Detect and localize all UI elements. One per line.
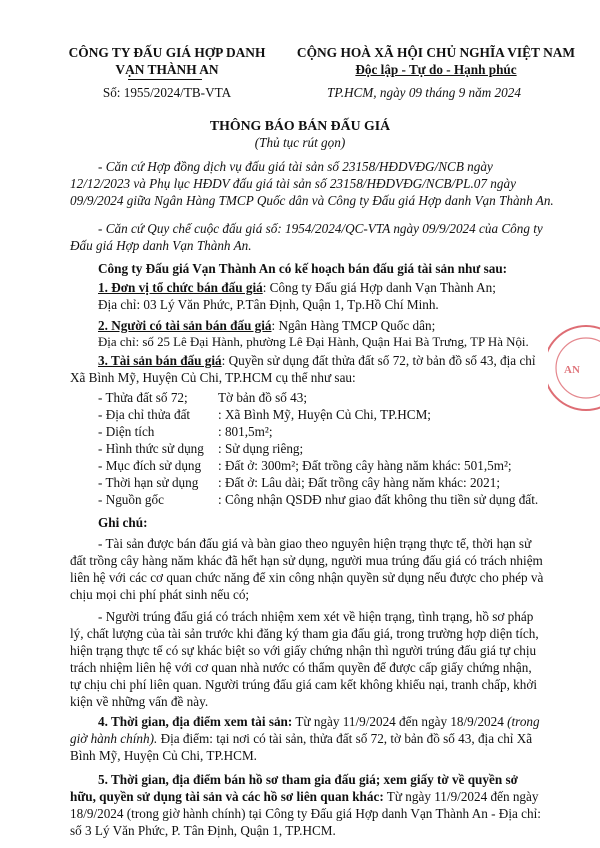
asset-row-value: : 801,5m²; <box>218 424 273 439</box>
intro-text: Công ty Đấu giá Vạn Thành An có kế hoạch bán đấu giá tài sản như sau: <box>98 261 508 276</box>
asset-row-value: : Công nhận QSDĐ như giao đất không thu tiền sử dụng đất. <box>218 492 539 507</box>
company-name-line2: VẠN THÀNH AN <box>115 62 219 77</box>
note-1-line: đất trồng cây hàng năm khác đã hết hạn sử dụng, người mua trúng đấu giá có trách nhiệm <box>70 553 543 568</box>
section-4-line3: Bình Mỹ, Huyện Củ Chi, TP.HCM. <box>70 748 257 763</box>
asset-row-key: - Diện tích <box>98 424 155 439</box>
note-1-line: - Tài sản được bán đấu giá và bàn giao theo nguyên hiện trạng thực tế, thời hạn sử <box>98 536 532 551</box>
document-number: Số: 1955/2024/TB-VTA <box>102 85 232 100</box>
notice-title: THÔNG BÁO BÁN ĐẤU GIÁ <box>209 118 391 133</box>
seal-text: AN <box>564 364 580 376</box>
section-5-line4: số 3 Lý Văn Phức, P. Tân Định, Quận 1, TP.HCM. <box>70 823 336 838</box>
section-3-line2: Xã Bình Mỹ, Huyện Củ Chi, TP.HCM cụ thể như sau: <box>70 370 356 385</box>
section-5-line1: 5. Thời gian, địa điểm bán hồ sơ tham gia đấu giá; xem giấy tờ về quyền sở <box>98 772 518 787</box>
asset-row-key: - Nguồn gốc <box>98 492 164 507</box>
section-5-line2: hữu, quyền sử dụng tài sản và các hồ sơ liên quan khác: Từ ngày 11/9/2024 đến ngày <box>70 789 539 804</box>
nation-motto: Độc lập - Tự do - Hạnh phúc <box>355 62 517 77</box>
company-seal <box>548 318 600 418</box>
section-2: 2. Người có tài sản bán đấu giá: Ngân Hàng TMCP Quốc dân; <box>98 318 436 333</box>
asset-row-value: : Xã Bình Mỹ, Huyện Củ Chi, TP.HCM; <box>218 407 431 422</box>
asset-row-value: : Sử dụng riêng; <box>218 441 304 456</box>
company-name-line1: CÔNG TY ĐẤU GIÁ HỢP DANH <box>68 45 266 60</box>
note-1-line: liên hệ với các cơ quan chức năng để xin công nhận quyền sử dụng nếu được cho phép và <box>70 570 544 585</box>
basis-1-line3: 09/9/2024 giữa Ngân Hàng TMCP Quốc dân và Công ty Đấu giá Hợp danh Vạn Thành An. <box>70 193 554 208</box>
note-2-line: trách nhiệm liên hệ với cơ quan nhà nước có thẩm quyền để được cấp giấy chứng nhận, <box>70 660 532 675</box>
note-2-line: kiện về những vấn đề này. <box>70 694 209 709</box>
section-5-line3: 18/9/2024 (trong giờ hành chính) tại Công ty Đấu giá Hợp danh Vạn Thành An - Địa chỉ: <box>70 806 541 821</box>
notice-subtitle: (Thủ tục rút gọn) <box>254 135 346 150</box>
section-4-line2: giờ hành chính). Địa điểm: tại nơi có tài sản, thửa đất số 72, tờ bản đồ số 43, địa chỉ Xã <box>70 731 533 746</box>
note-2-line: tự chịu chi phí liên quan. Người trúng đấu giá cam kết không khiếu nại, tranh chấp, khởi <box>70 677 537 692</box>
asset-row-key: - Địa chỉ thửa đất <box>98 407 191 422</box>
asset-row-key: - Hình thức sử dụng <box>98 441 204 456</box>
place-date: TP.HCM, ngày 09 tháng 9 năm 2024 <box>327 85 521 100</box>
note-1-line: chịu mọi chi phí phát sinh nếu có; <box>70 587 250 602</box>
company-underline <box>128 79 202 80</box>
note-2-line: hiện trạng thực tế có sự khác biệt so với giấy chứng nhận thì người trúng đấu giá tự chịu <box>70 643 537 658</box>
section-1-address: Địa chỉ: 03 Lý Văn Phức, P.Tân Định, Quận 1, Tp.Hồ Chí Minh. <box>98 297 439 312</box>
section-2-address: Địa chỉ: số 25 Lê Đại Hành, phường Lê Đại Hành, Quận Hai Bà Trưng, TP Hà Nội. <box>98 335 529 349</box>
note-2-line: - Người trúng đấu giá có trách nhiệm xem xét về hiện trạng, tình trạng, hồ sơ pháp <box>98 609 534 624</box>
section-3: 3. Tài sản bán đấu giá: Quyền sử dụng đất thửa đất số 72, tờ bản đồ số 43, địa chỉ <box>98 353 536 368</box>
asset-row-value: Tờ bản đồ số 43; <box>218 390 308 405</box>
section-1: 1. Đơn vị tổ chức bán đấu giá: Công ty Đấu giá Hợp danh Vạn Thành An; <box>98 280 496 295</box>
asset-row-value: : Đất ở: Lâu dài; Đất trồng cây hàng năm khác: 2021; <box>218 475 500 490</box>
nation-title: CỘNG HOÀ XÃ HỘI CHỦ NGHĨA VIỆT NAM <box>296 45 576 60</box>
note-label: Ghi chú: <box>98 515 148 530</box>
basis-1-line1: - Căn cứ Hợp đồng dịch vụ đấu giá tài sản số 23158/HĐDVĐG/NCB ngày <box>98 159 493 174</box>
section-4: 4. Thời gian, địa điểm xem tài sản: Từ ngày 11/9/2024 đến ngày 18/9/2024 (trong <box>98 714 540 729</box>
basis-2-line2: Đấu giá Hợp danh Vạn Thành An. <box>70 238 252 253</box>
asset-row-value: : Đất ở: 300m²; Đất trồng cây hàng năm khác: 501,5m²; <box>218 458 512 473</box>
asset-row-key: - Mục đích sử dụng <box>98 458 202 473</box>
basis-2-line1: - Căn cứ Quy chế cuộc đấu giá số: 1954/2024/QC-VTA ngày 09/9/2024 của Công ty <box>98 221 543 236</box>
asset-row-key: - Thời hạn sử dụng <box>98 475 199 490</box>
note-2-line: lý, chất lượng của tài sản trước khi đăng ký tham gia đấu giá, trong trường hợp diện tích, <box>70 626 539 641</box>
asset-row-key: - Thửa đất số 72; <box>98 390 188 405</box>
basis-1-line2: 12/12/2023 và Phụ lục HĐDV đấu giá tài sản số 23158/HĐDVĐG/NCB/PL.07 ngày <box>70 176 516 191</box>
